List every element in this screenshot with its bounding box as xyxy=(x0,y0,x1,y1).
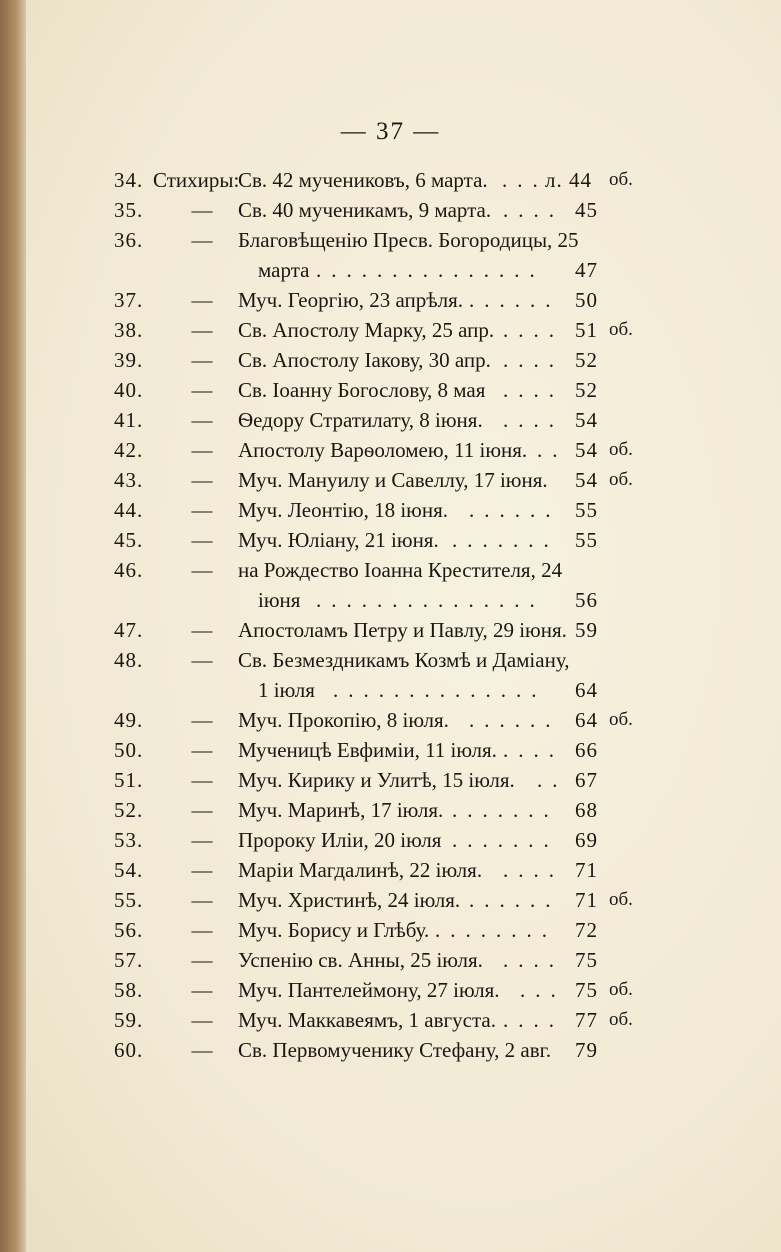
leader-dots: .... xyxy=(503,948,564,972)
leader-dots: ... xyxy=(502,168,548,192)
page-reference: 54 xyxy=(575,438,598,462)
entry-title-line: Св. 40 мученикамъ, 9 марта. xyxy=(238,198,492,222)
list-item xyxy=(0,855,781,885)
entry-title-line: Св. Апостолу Марку, 25 апр. xyxy=(238,318,495,342)
ditto-dash: — xyxy=(191,978,213,1002)
leader-dots: ...... xyxy=(469,288,561,312)
entry-number: 39. xyxy=(114,348,144,372)
entry-title-line: Св. Апостолу Іакову, 30 апр. xyxy=(238,348,491,372)
list-item xyxy=(0,1035,781,1065)
page-reference: 51 xyxy=(575,318,598,342)
verso-mark: об. xyxy=(609,1009,633,1030)
entry-title-line: Муч. Пантелеймону, 27 іюля. xyxy=(238,978,500,1002)
entry-number: 40. xyxy=(114,378,144,402)
page-reference: 67 xyxy=(575,768,598,792)
list-item xyxy=(0,225,781,285)
page-reference: 64 xyxy=(575,708,598,732)
list-item xyxy=(0,795,781,825)
list-item xyxy=(0,825,781,855)
list-item xyxy=(0,285,781,315)
entry-number: 38. xyxy=(114,318,144,342)
entry-number: 47. xyxy=(114,618,144,642)
verso-mark: об. xyxy=(609,169,633,190)
leader-dots: .... xyxy=(503,348,564,372)
ditto-dash: — xyxy=(191,378,213,402)
leader-dots: .. xyxy=(537,438,568,462)
page-reference: 75 xyxy=(575,978,598,1002)
list-item xyxy=(0,345,781,375)
entry-number: 41. xyxy=(114,408,144,432)
list-item xyxy=(0,975,781,1005)
list-item xyxy=(0,915,781,945)
entry-number: 49. xyxy=(114,708,144,732)
page-reference: 59 xyxy=(575,618,598,642)
table-of-contents xyxy=(0,165,781,1065)
entry-title-line: Ѳедору Стратилату, 8 іюня. xyxy=(238,408,483,432)
leader-dots: ........ xyxy=(435,918,557,942)
entry-number: 42. xyxy=(114,438,144,462)
page-reference: 52 xyxy=(575,348,598,372)
entry-title-continuation: іюня xyxy=(258,588,301,612)
ditto-dash: — xyxy=(191,318,213,342)
list-item xyxy=(0,615,781,645)
page-reference: 72 xyxy=(575,918,598,942)
page-reference: 55 xyxy=(575,528,598,552)
entry-title-continuation: марта xyxy=(258,258,310,282)
leader-dots: .... xyxy=(503,378,564,402)
ditto-dash: — xyxy=(191,1008,213,1032)
leader-dots: .... xyxy=(503,318,564,342)
entry-number: 48. xyxy=(114,648,144,672)
ditto-dash: — xyxy=(191,198,213,222)
list-item xyxy=(0,315,781,345)
list-item xyxy=(0,1005,781,1035)
entry-title-line: Св. Первомученику Стефану, 2 авг. xyxy=(238,1038,552,1062)
leader-dots: .... xyxy=(503,858,564,882)
entry-title-line: Апостоламъ Петру и Павлу, 29 іюня. xyxy=(238,618,567,642)
ditto-dash: — xyxy=(191,408,213,432)
entry-title-line: Св. Безмездникамъ Козмѣ и Даміану, xyxy=(238,648,570,672)
page-reference: 64 xyxy=(575,678,598,702)
entry-number: 50. xyxy=(114,738,144,762)
list-item xyxy=(0,465,781,495)
entry-title-line: Апостолу Варѳоломею, 11 іюня. xyxy=(238,438,528,462)
page-reference: 50 xyxy=(575,288,598,312)
entry-number: 59. xyxy=(114,1008,144,1032)
entry-number: 58. xyxy=(114,978,144,1002)
ditto-dash: — xyxy=(191,858,213,882)
page-reference: 56 xyxy=(575,588,598,612)
page-reference: 66 xyxy=(575,738,598,762)
page-reference: 54 xyxy=(575,408,598,432)
entry-number: 52. xyxy=(114,798,144,822)
ditto-dash: — xyxy=(191,468,213,492)
ditto-dash: — xyxy=(191,828,213,852)
page-reference: 47 xyxy=(575,258,598,282)
entry-number: 51. xyxy=(114,768,144,792)
leader-dots: ... xyxy=(520,978,566,1002)
list-item xyxy=(0,405,781,435)
ditto-dash: — xyxy=(191,288,213,312)
entry-title-line: Маріи Магдалинѣ, 22 іюля. xyxy=(238,858,483,882)
ditto-dash: — xyxy=(191,348,213,372)
entry-title-line: Муч. Мануилу и Савеллу, 17 іюня. xyxy=(238,468,548,492)
list-item xyxy=(0,165,781,195)
ditto-dash: — xyxy=(191,528,213,552)
list-item xyxy=(0,945,781,975)
list-item xyxy=(0,885,781,915)
leader-dots: ....... xyxy=(452,798,559,822)
entry-title-line: Успенію св. Анны, 25 іюля. xyxy=(238,948,483,972)
page-reference: 79 xyxy=(575,1038,598,1062)
page-number: — 37 — xyxy=(340,118,441,145)
list-item xyxy=(0,705,781,735)
leader-dots: ............... xyxy=(316,258,545,282)
page-reference: 52 xyxy=(575,378,598,402)
entry-number: 46. xyxy=(114,558,144,582)
entry-number: 60. xyxy=(114,1038,144,1062)
verso-mark: об. xyxy=(609,979,633,1000)
ditto-dash: — xyxy=(191,738,213,762)
entry-title-line: Муч. Георгію, 23 апрѣля. xyxy=(238,288,464,312)
leader-dots: .............. xyxy=(333,678,547,702)
ditto-dash: — xyxy=(191,228,213,252)
leader-dots: .... xyxy=(503,408,564,432)
verso-mark: об. xyxy=(609,469,633,490)
ditto-dash: — xyxy=(191,708,213,732)
ditto-dash: — xyxy=(191,948,213,972)
entry-number: 43. xyxy=(114,468,144,492)
page-reference: 69 xyxy=(575,828,598,852)
leader-dots: ...... xyxy=(469,888,561,912)
entry-prefix: Стихиры: xyxy=(153,168,240,192)
page-reference: 71 xyxy=(575,888,598,912)
entry-number: 34. xyxy=(114,168,144,192)
entry-title-line: Муч. Маринѣ, 17 іюля. xyxy=(238,798,444,822)
entry-title-line: Муч. Христинѣ, 24 іюля. xyxy=(238,888,461,912)
page-reference: 45 xyxy=(575,198,598,222)
leader-dots: ....... xyxy=(452,528,559,552)
entry-number: 54. xyxy=(114,858,144,882)
entry-title-line: на Рождество Іоанна Крестителя, 24 xyxy=(238,558,563,582)
entry-title-line: Муч. Юліану, 21 іюня. xyxy=(238,528,439,552)
leader-dots: ............... xyxy=(316,588,545,612)
leader-dots: .... xyxy=(503,198,564,222)
page-reference: 75 xyxy=(575,948,598,972)
verso-mark: об. xyxy=(609,709,633,730)
ditto-dash: — xyxy=(191,888,213,912)
entry-title-line: Благовѣщенію Пресв. Богородицы, 25 xyxy=(238,228,579,252)
entry-title-line: Муч. Прокопію, 8 іюля. xyxy=(238,708,449,732)
entry-title-line: Св. 42 мучениковъ, 6 марта. xyxy=(238,168,488,192)
list-item xyxy=(0,735,781,765)
leader-dots: .... xyxy=(503,738,564,762)
entry-title-line: Муч. Маккавеямъ, 1 августа. xyxy=(238,1008,496,1032)
ditto-dash: — xyxy=(191,768,213,792)
entry-number: 36. xyxy=(114,228,144,252)
list-item xyxy=(0,495,781,525)
entry-title-line: Муч. Леонтію, 18 іюня. xyxy=(238,498,448,522)
list-item xyxy=(0,765,781,795)
entry-number: 55. xyxy=(114,888,144,912)
leader-dots: ...... xyxy=(469,708,561,732)
ditto-dash: — xyxy=(191,918,213,942)
list-item xyxy=(0,195,781,225)
entry-title-line: Пророку Иліи, 20 іюля xyxy=(238,828,442,852)
page-reference: 54 xyxy=(575,468,598,492)
leader-dots: ....... xyxy=(452,828,559,852)
entry-number: 56. xyxy=(114,918,144,942)
entry-number: 37. xyxy=(114,288,144,312)
list-item xyxy=(0,645,781,705)
verso-mark: об. xyxy=(609,889,633,910)
entry-title-continuation: 1 іюля xyxy=(258,678,315,702)
ditto-dash: — xyxy=(191,498,213,522)
leader-dots: ...... xyxy=(469,498,561,522)
ditto-dash: — xyxy=(191,438,213,462)
verso-mark: об. xyxy=(609,439,633,460)
list-item xyxy=(0,375,781,405)
entry-number: 35. xyxy=(114,198,144,222)
list-item xyxy=(0,555,781,615)
leader-dots: .... xyxy=(503,1008,564,1032)
entry-number: 57. xyxy=(114,948,144,972)
entry-number: 53. xyxy=(114,828,144,852)
entry-number: 44. xyxy=(114,498,144,522)
ditto-dash: — xyxy=(191,648,213,672)
entry-title-line: Муч. Кирику и Улитѣ, 15 іюля. xyxy=(238,768,515,792)
ditto-dash: — xyxy=(191,558,213,582)
page-reference: 77 xyxy=(575,1008,598,1032)
page-reference: 68 xyxy=(575,798,598,822)
page-reference: 71 xyxy=(575,858,598,882)
list-item xyxy=(0,435,781,465)
ditto-dash: — xyxy=(191,618,213,642)
leader-dots: .. xyxy=(537,768,568,792)
page-reference: л. 44 xyxy=(545,168,592,192)
page-reference: 55 xyxy=(575,498,598,522)
verso-mark: об. xyxy=(609,319,633,340)
ditto-dash: — xyxy=(191,1038,213,1062)
ditto-dash: — xyxy=(191,798,213,822)
entry-title-line: Св. Іоанну Богослову, 8 мая xyxy=(238,378,486,402)
entry-title-line: Муч. Борису и Глѣбу. xyxy=(238,918,430,942)
entry-title-line: Мученицѣ Евфиміи, 11 іюля. xyxy=(238,738,497,762)
list-item xyxy=(0,525,781,555)
entry-number: 45. xyxy=(114,528,144,552)
